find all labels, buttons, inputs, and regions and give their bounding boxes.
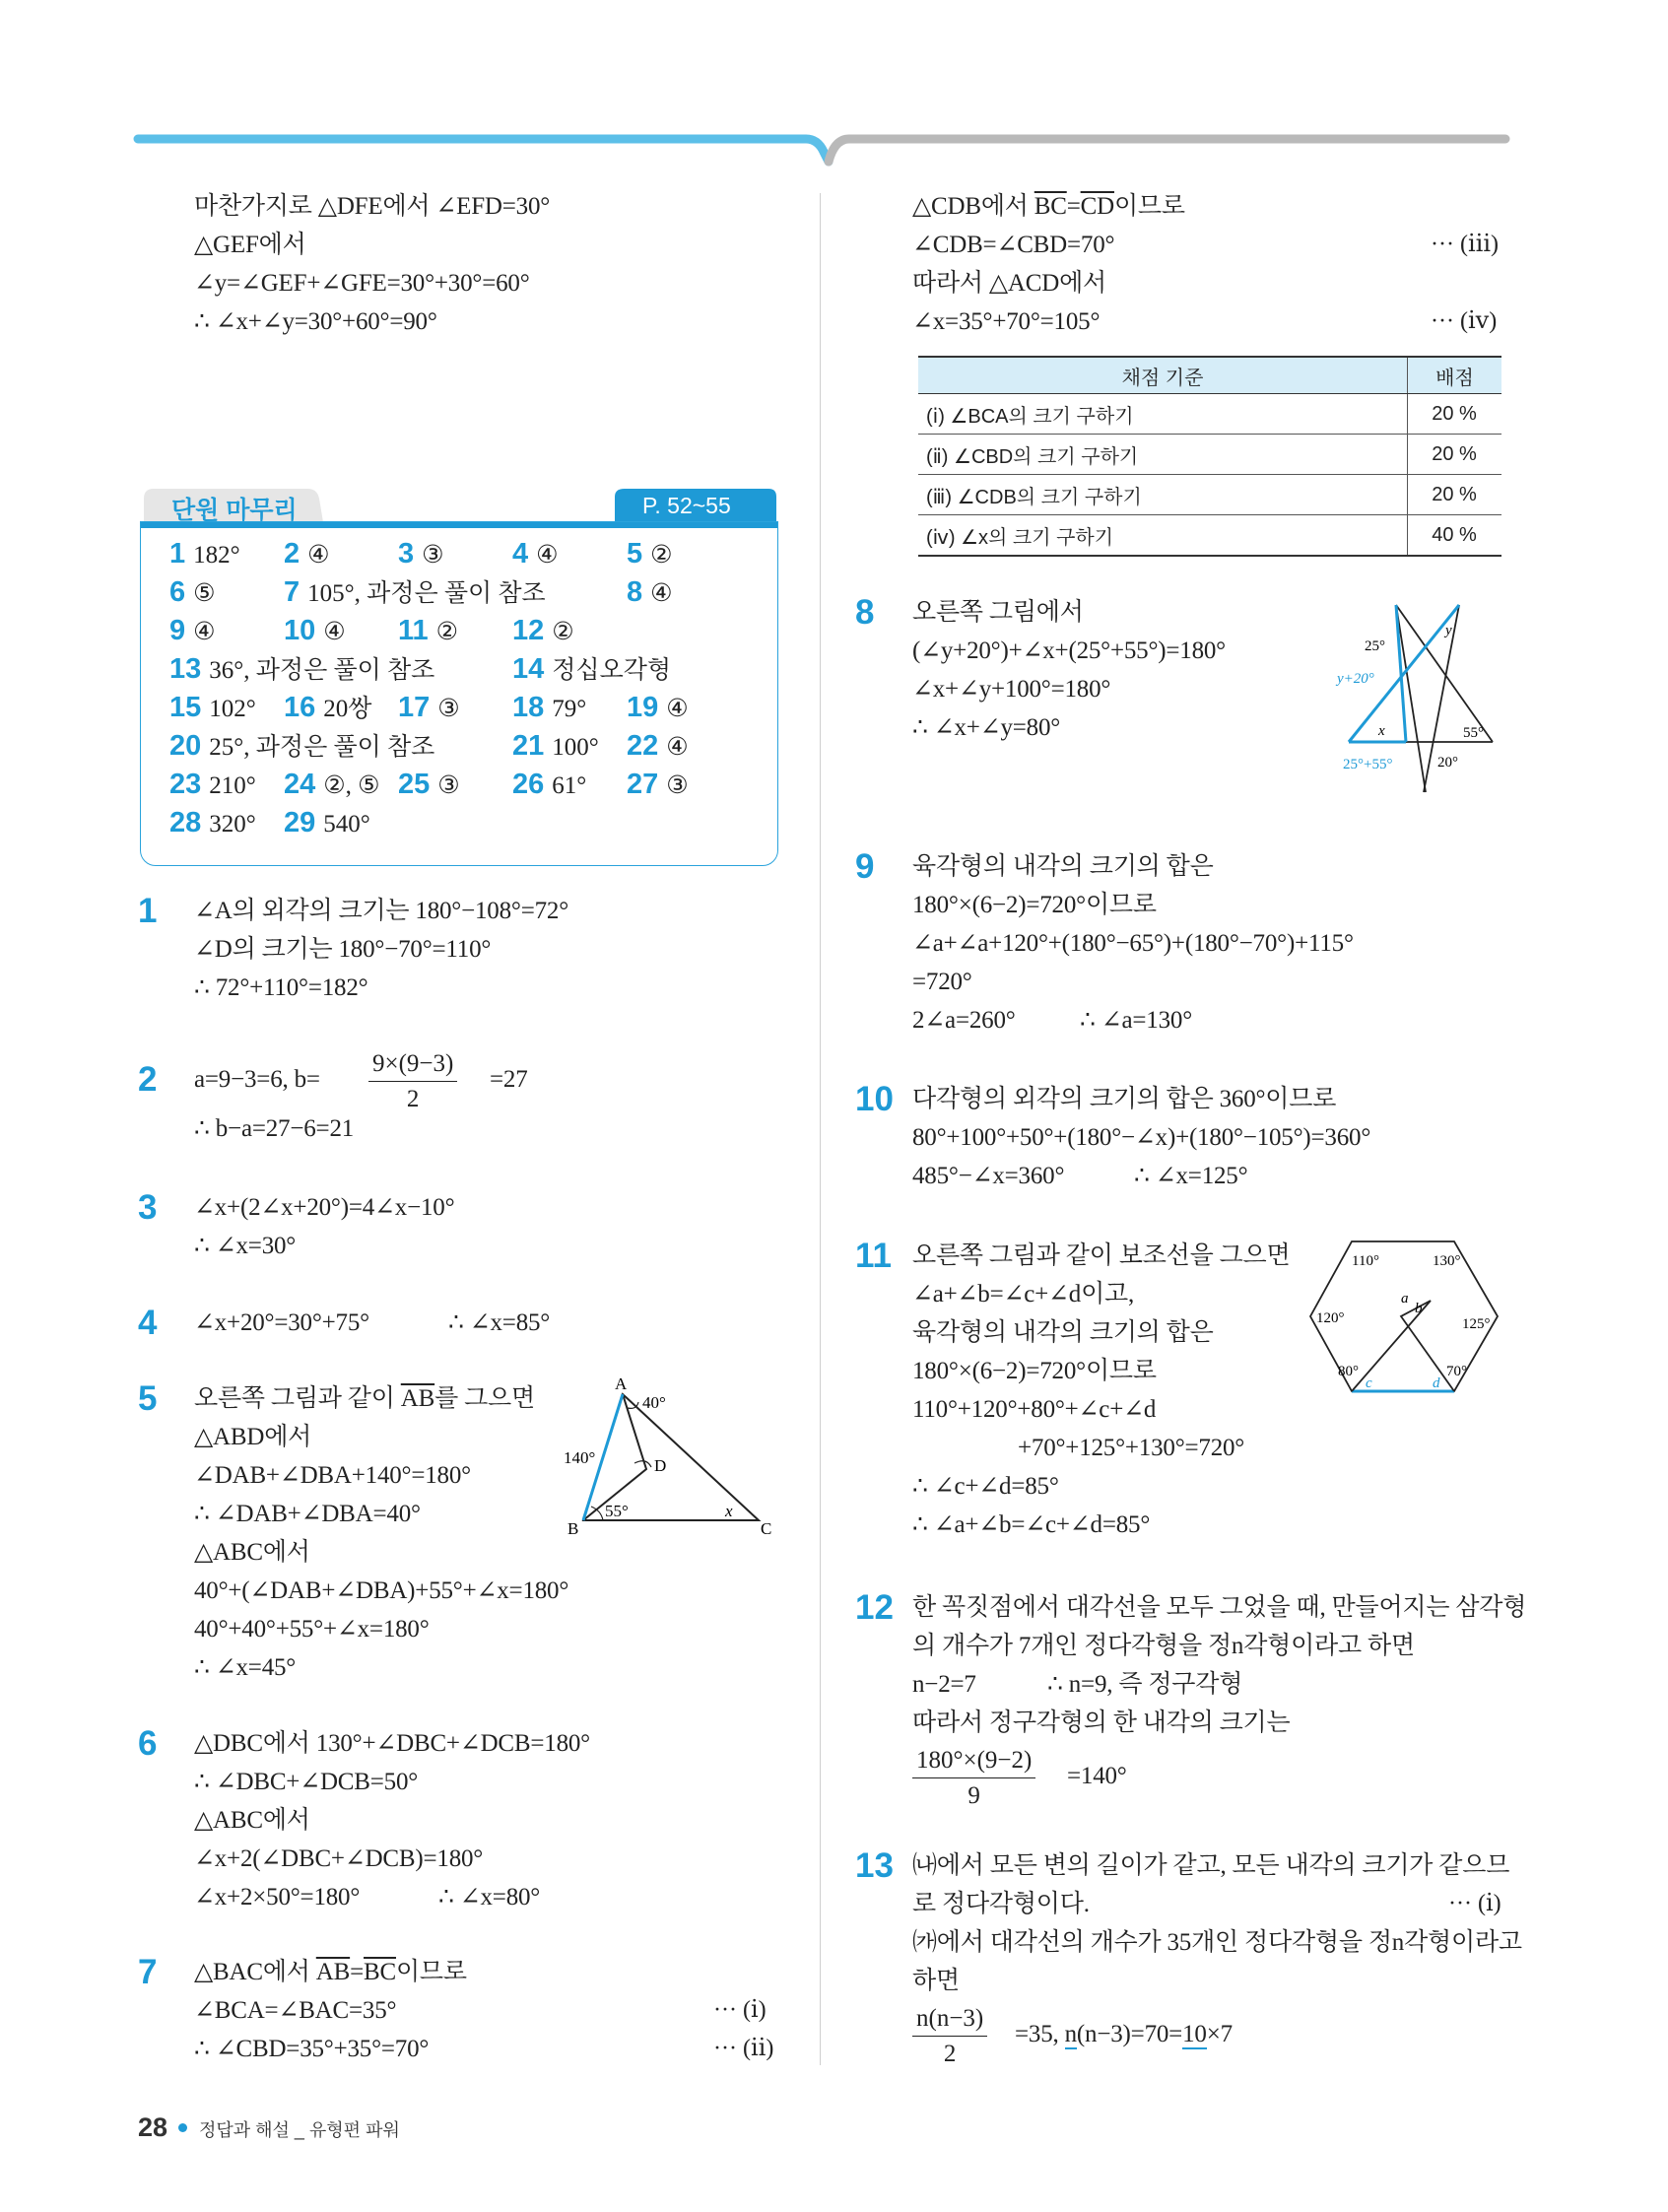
p13-fraction-den: 2 <box>943 2041 957 2067</box>
summary-answer-value: ② <box>435 619 459 645</box>
p8-fig-angle-y: y <box>1445 623 1452 638</box>
p7-eq: = <box>350 1959 365 1985</box>
p10-line-1: 다각형의 외각의 크기의 합은 360°이므로 <box>912 1086 1337 1112</box>
page-footer <box>138 2112 400 2143</box>
summary-answer-value: ② <box>552 619 574 645</box>
summary-answer-28 <box>169 809 256 838</box>
p12-line-5b: =140° <box>1067 1763 1127 1789</box>
p8-line-1: 오른쪽 그림에서 <box>912 599 1084 626</box>
p3-line-2: ∴ ∠x=30° <box>194 1233 297 1259</box>
p5-line-6: 40°+(∠DAB+∠DBA)+55°+∠x=180° <box>194 1577 569 1604</box>
summary-answer-value: ②, ⑤ <box>323 772 380 799</box>
p6-line-5: ∠x+2×50°=180° <box>194 1884 361 1910</box>
p8-line-3: ∠x+∠y+100°=180° <box>912 676 1111 703</box>
summary-answer-value: 540° <box>323 811 370 838</box>
p10-line-2: 80°+100°+50°+(180°−∠x)+(180°−105°)=360° <box>912 1124 1371 1151</box>
p2-line-2: ∴ b−a=27−6=21 <box>194 1115 355 1142</box>
summary-answer-number: 5 <box>627 538 643 570</box>
p7r-line-1a: △CDB에서 <box>912 193 1034 220</box>
p13-fraction-num: n(n−3) <box>912 2006 987 2037</box>
p5-line-5: △ABC에서 <box>194 1539 310 1566</box>
summary-answer-value: 210° <box>209 772 256 799</box>
summary-answer-value: 105°, 과정은 풀이 참조 <box>307 580 546 607</box>
summary-answer-number: 21 <box>512 730 545 762</box>
p5-fig-label-b: B <box>567 1519 579 1538</box>
problem-1-number: 1 <box>138 892 158 930</box>
summary-answer-23 <box>169 771 256 799</box>
problem-8-number: 8 <box>855 593 875 632</box>
p7r-line-1b: 이므로 <box>1113 193 1185 220</box>
footer-text: 정답과 해설 _ 유형편 파워 <box>198 2120 400 2140</box>
summary-answer-29 <box>284 809 370 838</box>
p13-line-5a: =35, <box>1015 2021 1065 2047</box>
problem-5-number: 5 <box>138 1379 158 1418</box>
p8-fig-angle-20: 20° <box>1437 755 1458 771</box>
p2-fraction-num: 9×(9−3) <box>368 1051 457 1082</box>
p5-fig-angle-40: 40° <box>642 1393 666 1412</box>
p13-fraction <box>912 2006 987 2066</box>
p8-fig-angle-x: x <box>1378 723 1385 739</box>
p11-line-5: 110°+120°+80°+∠c+∠d <box>912 1396 1157 1423</box>
summary-answer-number: 3 <box>398 538 415 570</box>
p12-fraction-num: 180°×(9−2) <box>912 1748 1035 1778</box>
summary-answer-value: 정십오각형 <box>552 657 672 684</box>
summary-answer-2 <box>284 540 330 569</box>
p9-line-2: 180°×(6−2)=720°이므로 <box>912 892 1157 918</box>
p12-line-3b: ∴ n=9, 즉 정구각형 <box>1047 1671 1243 1698</box>
score-row <box>918 394 1501 435</box>
p11-fig-angle-120: 120° <box>1316 1310 1345 1326</box>
p11-line-1: 오른쪽 그림과 같이 보조선을 그으면 <box>912 1242 1291 1269</box>
p7-line-2: ∠BCA=∠BAC=35° <box>194 1997 397 2024</box>
p7-line-1 <box>194 1960 467 1984</box>
score-criterion: (ⅳ) ∠x의 크기 구하기 <box>918 515 1408 557</box>
p11-fig-angle-b: b <box>1415 1301 1423 1316</box>
p8-fig-angle-y20: y+20° <box>1337 671 1374 687</box>
summary-answer-value: ④ <box>536 542 559 569</box>
p12-line-1: 한 꼭짓점에서 대각선을 모두 그었을 때, 만들어지는 삼각형 <box>912 1594 1527 1621</box>
summary-answer-10 <box>284 617 346 645</box>
summary-answer-value: 100° <box>552 734 599 761</box>
summary-answer-26 <box>512 771 586 799</box>
page-number: 28 <box>138 2112 168 2142</box>
p5-line-4: ∴ ∠DAB+∠DBA=40° <box>194 1501 421 1527</box>
p13-line-2: 로 정다각형이다. <box>912 1891 1090 1917</box>
p6-line-1: △DBC에서 130°+∠DBC+∠DCB=180° <box>194 1730 590 1757</box>
p6-line-2: ∴ ∠DBC+∠DCB=50° <box>194 1769 419 1795</box>
p9-line-4: =720° <box>912 969 972 995</box>
p11-line-6: +70°+125°+130°=720° <box>1018 1435 1245 1461</box>
p7r-mark-iv: ··· (ⅳ) <box>1431 308 1498 334</box>
p5-figure <box>552 1373 788 1540</box>
summary-answer-number: 29 <box>284 807 316 838</box>
summary-answer-number: 12 <box>512 615 545 646</box>
p13-line-5 <box>1015 2022 1233 2046</box>
p8-fig-angle-2555: 25°+55° <box>1343 757 1393 772</box>
summary-answer-number: 11 <box>398 615 429 646</box>
problem-2-number: 2 <box>138 1060 158 1099</box>
summary-answer-value: ④ <box>323 619 346 645</box>
summary-answer-value: ③ <box>437 772 460 799</box>
left-top-line-3: ∠y=∠GEF+∠GFE=30°+30°=60° <box>194 270 530 297</box>
p5-line-2: △ABD에서 <box>194 1424 312 1450</box>
summary-answer-value: ④ <box>307 542 330 569</box>
summary-answer-17 <box>398 694 460 722</box>
score-points: 20 % <box>1408 394 1502 435</box>
summary-answer-value: ④ <box>193 619 216 645</box>
summary-answer-number: 17 <box>398 692 431 723</box>
score-points: 20 % <box>1408 475 1502 515</box>
summary-answer-1 <box>169 540 240 569</box>
summary-answer-16 <box>284 694 371 722</box>
p5-fig-label-d: D <box>654 1456 667 1475</box>
p11-fig-angle-110: 110° <box>1352 1253 1379 1269</box>
summary-answer-value: ④ <box>666 734 689 761</box>
summary-answer-value: 20쌍 <box>323 696 372 722</box>
p13-line-5c: ×7 <box>1206 2021 1233 2047</box>
footer-dot <box>178 2123 187 2132</box>
p1-line-1: ∠A의 외각의 크기는 180°−108°=72° <box>194 898 568 924</box>
summary-answer-number: 6 <box>169 576 186 608</box>
p6-line-5b: ∴ ∠x=80° <box>438 1884 541 1910</box>
p2-line-1b: =27 <box>490 1066 528 1093</box>
p5-fig-label-c: C <box>761 1519 772 1538</box>
p11-fig-angle-70: 70° <box>1446 1364 1467 1379</box>
p7r-segment-cd: $\overline{CD}$ <box>1080 193 1114 220</box>
summary-answer-value: ② <box>650 542 673 569</box>
p7-mark-i: ··· (ⅰ) <box>713 1997 767 2023</box>
p12-line-2: 의 개수가 7개인 정다각형을 정n각형이라고 하면 <box>912 1633 1415 1659</box>
summary-answer-9 <box>169 617 216 645</box>
summary-answer-number: 14 <box>512 653 545 685</box>
left-top-line-4: ∴ ∠x+∠y=30°+60°=90° <box>194 308 437 335</box>
p5-fig-angle-55: 55° <box>605 1502 629 1520</box>
p7r-line-2: ∠CDB=∠CBD=70° <box>912 232 1115 258</box>
summary-answer-19 <box>627 694 689 722</box>
p5-line-8: ∴ ∠x=45° <box>194 1654 297 1681</box>
problem-9-number: 9 <box>855 847 875 886</box>
p5-line-1 <box>194 1386 535 1411</box>
p7r-segment-bc: $\overline{BC}$ <box>1034 193 1067 220</box>
scoring-table <box>918 356 1501 557</box>
problem-13-number: 13 <box>855 1846 894 1885</box>
p7r-line-1 <box>912 194 1185 219</box>
p2-line-1a: a=9−3=6, b= <box>194 1066 320 1093</box>
summary-answer-value: 102° <box>209 696 256 722</box>
header-bar <box>0 0 1668 197</box>
p5-line-7: 40°+40°+55°+∠x=180° <box>194 1616 430 1642</box>
problem-6-number: 6 <box>138 1724 158 1763</box>
p5-segment-ab: $\overline{AB}$ <box>400 1385 435 1412</box>
summary-answer-number: 26 <box>512 769 545 800</box>
p8-fig-angle-25: 25° <box>1365 638 1385 654</box>
column-divider <box>820 193 821 2065</box>
p5-line-3: ∠DAB+∠DBA+140°=180° <box>194 1462 471 1489</box>
p13-line-1: ㈏에서 모든 변의 길이가 같고, 모든 내각의 크기가 같으므 <box>912 1852 1510 1879</box>
p13-line-3: ㈎에서 대각선의 개수가 35개인 정다각형을 정n각형이라고 <box>912 1929 1522 1956</box>
p11-line-2: ∠a+∠b=∠c+∠d이고, <box>912 1281 1135 1307</box>
p7r-line-3: 따라서 △ACD에서 <box>912 270 1107 297</box>
summary-answer-14 <box>512 655 671 684</box>
score-header-criteria: 채점 기준 <box>918 357 1408 394</box>
p11-fig-angle-c: c <box>1366 1375 1372 1391</box>
p6-line-4: ∠x+2(∠DBC+∠DCB)=180° <box>194 1845 484 1872</box>
summary-answer-number: 16 <box>284 692 316 723</box>
p9-line-1: 육각형의 내각의 크기의 합은 <box>912 853 1214 880</box>
summary-answer-number: 13 <box>169 653 202 685</box>
summary-answer-number: 18 <box>512 692 545 723</box>
summary-answer-number: 28 <box>169 807 202 838</box>
p13-line-5b: (n−3)=70= <box>1076 2021 1183 2047</box>
summary-answer-22 <box>627 732 689 761</box>
summary-answer-6 <box>169 578 216 607</box>
summary-answer-number: 15 <box>169 692 202 723</box>
p5-fig-angle-x: x <box>725 1502 733 1520</box>
problem-11-number: 11 <box>855 1237 892 1275</box>
score-criterion: (ⅲ) ∠CDB의 크기 구하기 <box>918 475 1408 515</box>
p7-segment-ab: $\overline{AB}$ <box>315 1959 351 1985</box>
problem-7-number: 7 <box>138 1953 158 1991</box>
summary-pages: P. 52~55 <box>642 493 731 518</box>
left-top-line-1: 마찬가지로 △DFE에서 ∠EFD=30° <box>194 193 551 220</box>
summary-answer-number: 19 <box>627 692 659 723</box>
p7-mark-ii: ··· (ⅱ) <box>713 2036 774 2061</box>
p7-line-3: ∴ ∠CBD=35°+35°=70° <box>194 2036 430 2062</box>
summary-answer-number: 9 <box>169 615 186 646</box>
p8-line-2: (∠y+20°)+∠x+(25°+55°)=180° <box>912 637 1226 664</box>
p13-underline-10: 10 <box>1182 2021 1207 2047</box>
p11-line-4: 180°×(6−2)=720°이므로 <box>912 1358 1157 1384</box>
p11-fig-angle-a: a <box>1401 1291 1409 1307</box>
p13-line-4: 하면 <box>912 1968 960 1994</box>
score-criterion: (ⅱ) ∠CBD의 크기 구하기 <box>918 435 1408 475</box>
summary-answer-number: 7 <box>284 576 300 608</box>
p9-line-5: 2∠a=260° <box>912 1007 1016 1034</box>
p11-line-3: 육각형의 내각의 크기의 합은 <box>912 1319 1214 1346</box>
p1-line-2: ∠D의 크기는 180°−70°=110° <box>194 936 492 963</box>
summary-answer-value: ③ <box>666 772 689 799</box>
summary-answer-20 <box>169 732 434 761</box>
summary-answer-value: ③ <box>422 542 444 569</box>
p8-figure <box>1335 599 1501 796</box>
summary-answer-12 <box>512 617 574 645</box>
p11-fig-angle-80: 80° <box>1338 1364 1359 1379</box>
left-top-line-2: △GEF에서 <box>194 232 306 258</box>
summary-answer-value: 61° <box>552 772 587 799</box>
summary-answer-value: 320° <box>209 811 256 838</box>
summary-answer-value: 79° <box>552 696 587 722</box>
p4-line-1: ∠x+20°=30°+75° <box>194 1309 369 1336</box>
p9-line-3: ∠a+∠a+120°+(180°−65°)+(180°−70°)+115° <box>912 930 1354 957</box>
summary-answer-number: 24 <box>284 769 316 800</box>
summary-answer-number: 8 <box>627 576 643 608</box>
p4-line-1b: ∴ ∠x=85° <box>448 1309 551 1336</box>
score-points: 20 % <box>1408 435 1502 475</box>
summary-answer-18 <box>512 694 586 722</box>
summary-answer-value: 25°, 과정은 풀이 참조 <box>209 734 435 761</box>
p2-fraction-den: 2 <box>406 1086 420 1112</box>
summary-answer-7 <box>284 578 546 607</box>
p11-line-8: ∴ ∠a+∠b=∠c+∠d=85° <box>912 1511 1151 1538</box>
p6-line-3: △ABC에서 <box>194 1807 310 1834</box>
score-points: 40 % <box>1408 515 1502 557</box>
p11-fig-angle-125: 125° <box>1462 1316 1491 1332</box>
p7-line-1a: △BAC에서 <box>194 1959 316 1985</box>
p8-fig-angle-55: 55° <box>1463 725 1484 741</box>
p13-mark-i: ··· (ⅰ) <box>1448 1891 1501 1916</box>
p7-segment-bc: $\overline{BC}$ <box>364 1959 396 1985</box>
p12-fraction <box>912 1748 1035 1808</box>
p9-line-5b: ∴ ∠a=130° <box>1080 1007 1192 1034</box>
p12-line-3: n−2=7 <box>912 1671 976 1698</box>
summary-answer-number: 20 <box>169 730 202 762</box>
summary-answer-number: 2 <box>284 538 300 570</box>
p11-fig-angle-130: 130° <box>1433 1253 1461 1269</box>
summary-answer-5 <box>627 540 673 569</box>
summary-answer-value: ③ <box>437 696 460 722</box>
summary-answer-value: ⑤ <box>193 580 216 607</box>
p11-line-7: ∴ ∠c+∠d=85° <box>912 1473 1059 1500</box>
summary-answer-25 <box>398 771 460 799</box>
summary-answer-24 <box>284 771 380 799</box>
summary-answer-number: 22 <box>627 730 659 762</box>
summary-answer-value: 36°, 과정은 풀이 참조 <box>209 657 435 684</box>
p5-fig-angle-140: 140° <box>564 1448 596 1467</box>
p12-fraction-den: 9 <box>967 1782 980 1809</box>
score-row <box>918 435 1501 475</box>
summary-answer-value: 182° <box>193 542 240 569</box>
summary-answer-21 <box>512 732 599 761</box>
score-row <box>918 515 1501 557</box>
summary-answer-4 <box>512 540 559 569</box>
summary-answer-15 <box>169 694 256 722</box>
p7r-line-4: ∠x=35°+70°=105° <box>912 308 1101 335</box>
p2-fraction <box>368 1051 457 1111</box>
summary-answer-number: 25 <box>398 769 431 800</box>
p11-figure <box>1306 1234 1503 1403</box>
p11-fig-angle-d: d <box>1433 1375 1440 1391</box>
p8-line-4: ∴ ∠x+∠y=80° <box>912 714 1061 741</box>
summary-answer-number: 4 <box>512 538 529 570</box>
p1-line-3: ∴ 72°+110°=182° <box>194 974 368 1001</box>
score-header-points: 배점 <box>1408 357 1502 394</box>
score-criterion: (ⅰ) ∠BCA의 크기 구하기 <box>918 394 1408 435</box>
problem-10-number: 10 <box>855 1080 894 1118</box>
summary-answer-27 <box>627 771 689 799</box>
p7r-mark-iii: ··· (ⅲ) <box>1431 232 1499 257</box>
summary-answer-13 <box>169 655 434 684</box>
summary-answer-8 <box>627 578 673 607</box>
problem-3-number: 3 <box>138 1188 158 1227</box>
summary-answer-number: 1 <box>169 538 186 570</box>
problem-4-number: 4 <box>138 1304 158 1342</box>
p5-fig-label-a: A <box>615 1374 628 1393</box>
summary-answer-number: 10 <box>284 615 316 646</box>
p10-line-3b: ∴ ∠x=125° <box>1134 1163 1248 1189</box>
p7r-eq: = <box>1066 193 1081 220</box>
p3-line-1: ∠x+(2∠x+20°)=4∠x−10° <box>194 1194 455 1221</box>
summary-answer-value: ④ <box>666 696 689 722</box>
p7-line-1b: 이므로 <box>395 1959 467 1985</box>
p13-underline-n: n <box>1064 2021 1077 2047</box>
p5-line-1a: 오른쪽 그림과 같이 <box>194 1385 401 1412</box>
summary-answer-11 <box>398 617 458 645</box>
summary-answer-number: 23 <box>169 769 202 800</box>
summary-answer-3 <box>398 540 444 569</box>
problem-12-number: 12 <box>855 1588 894 1627</box>
summary-answer-value: ④ <box>650 580 673 607</box>
summary-title: 단원 마무리 <box>171 497 298 524</box>
p5-line-1b: 를 그으면 <box>434 1385 535 1412</box>
summary-answer-number: 27 <box>627 769 659 800</box>
score-row <box>918 475 1501 515</box>
p10-line-3: 485°−∠x=360° <box>912 1163 1065 1189</box>
p12-line-4: 따라서 정구각형의 한 내각의 크기는 <box>912 1709 1291 1736</box>
